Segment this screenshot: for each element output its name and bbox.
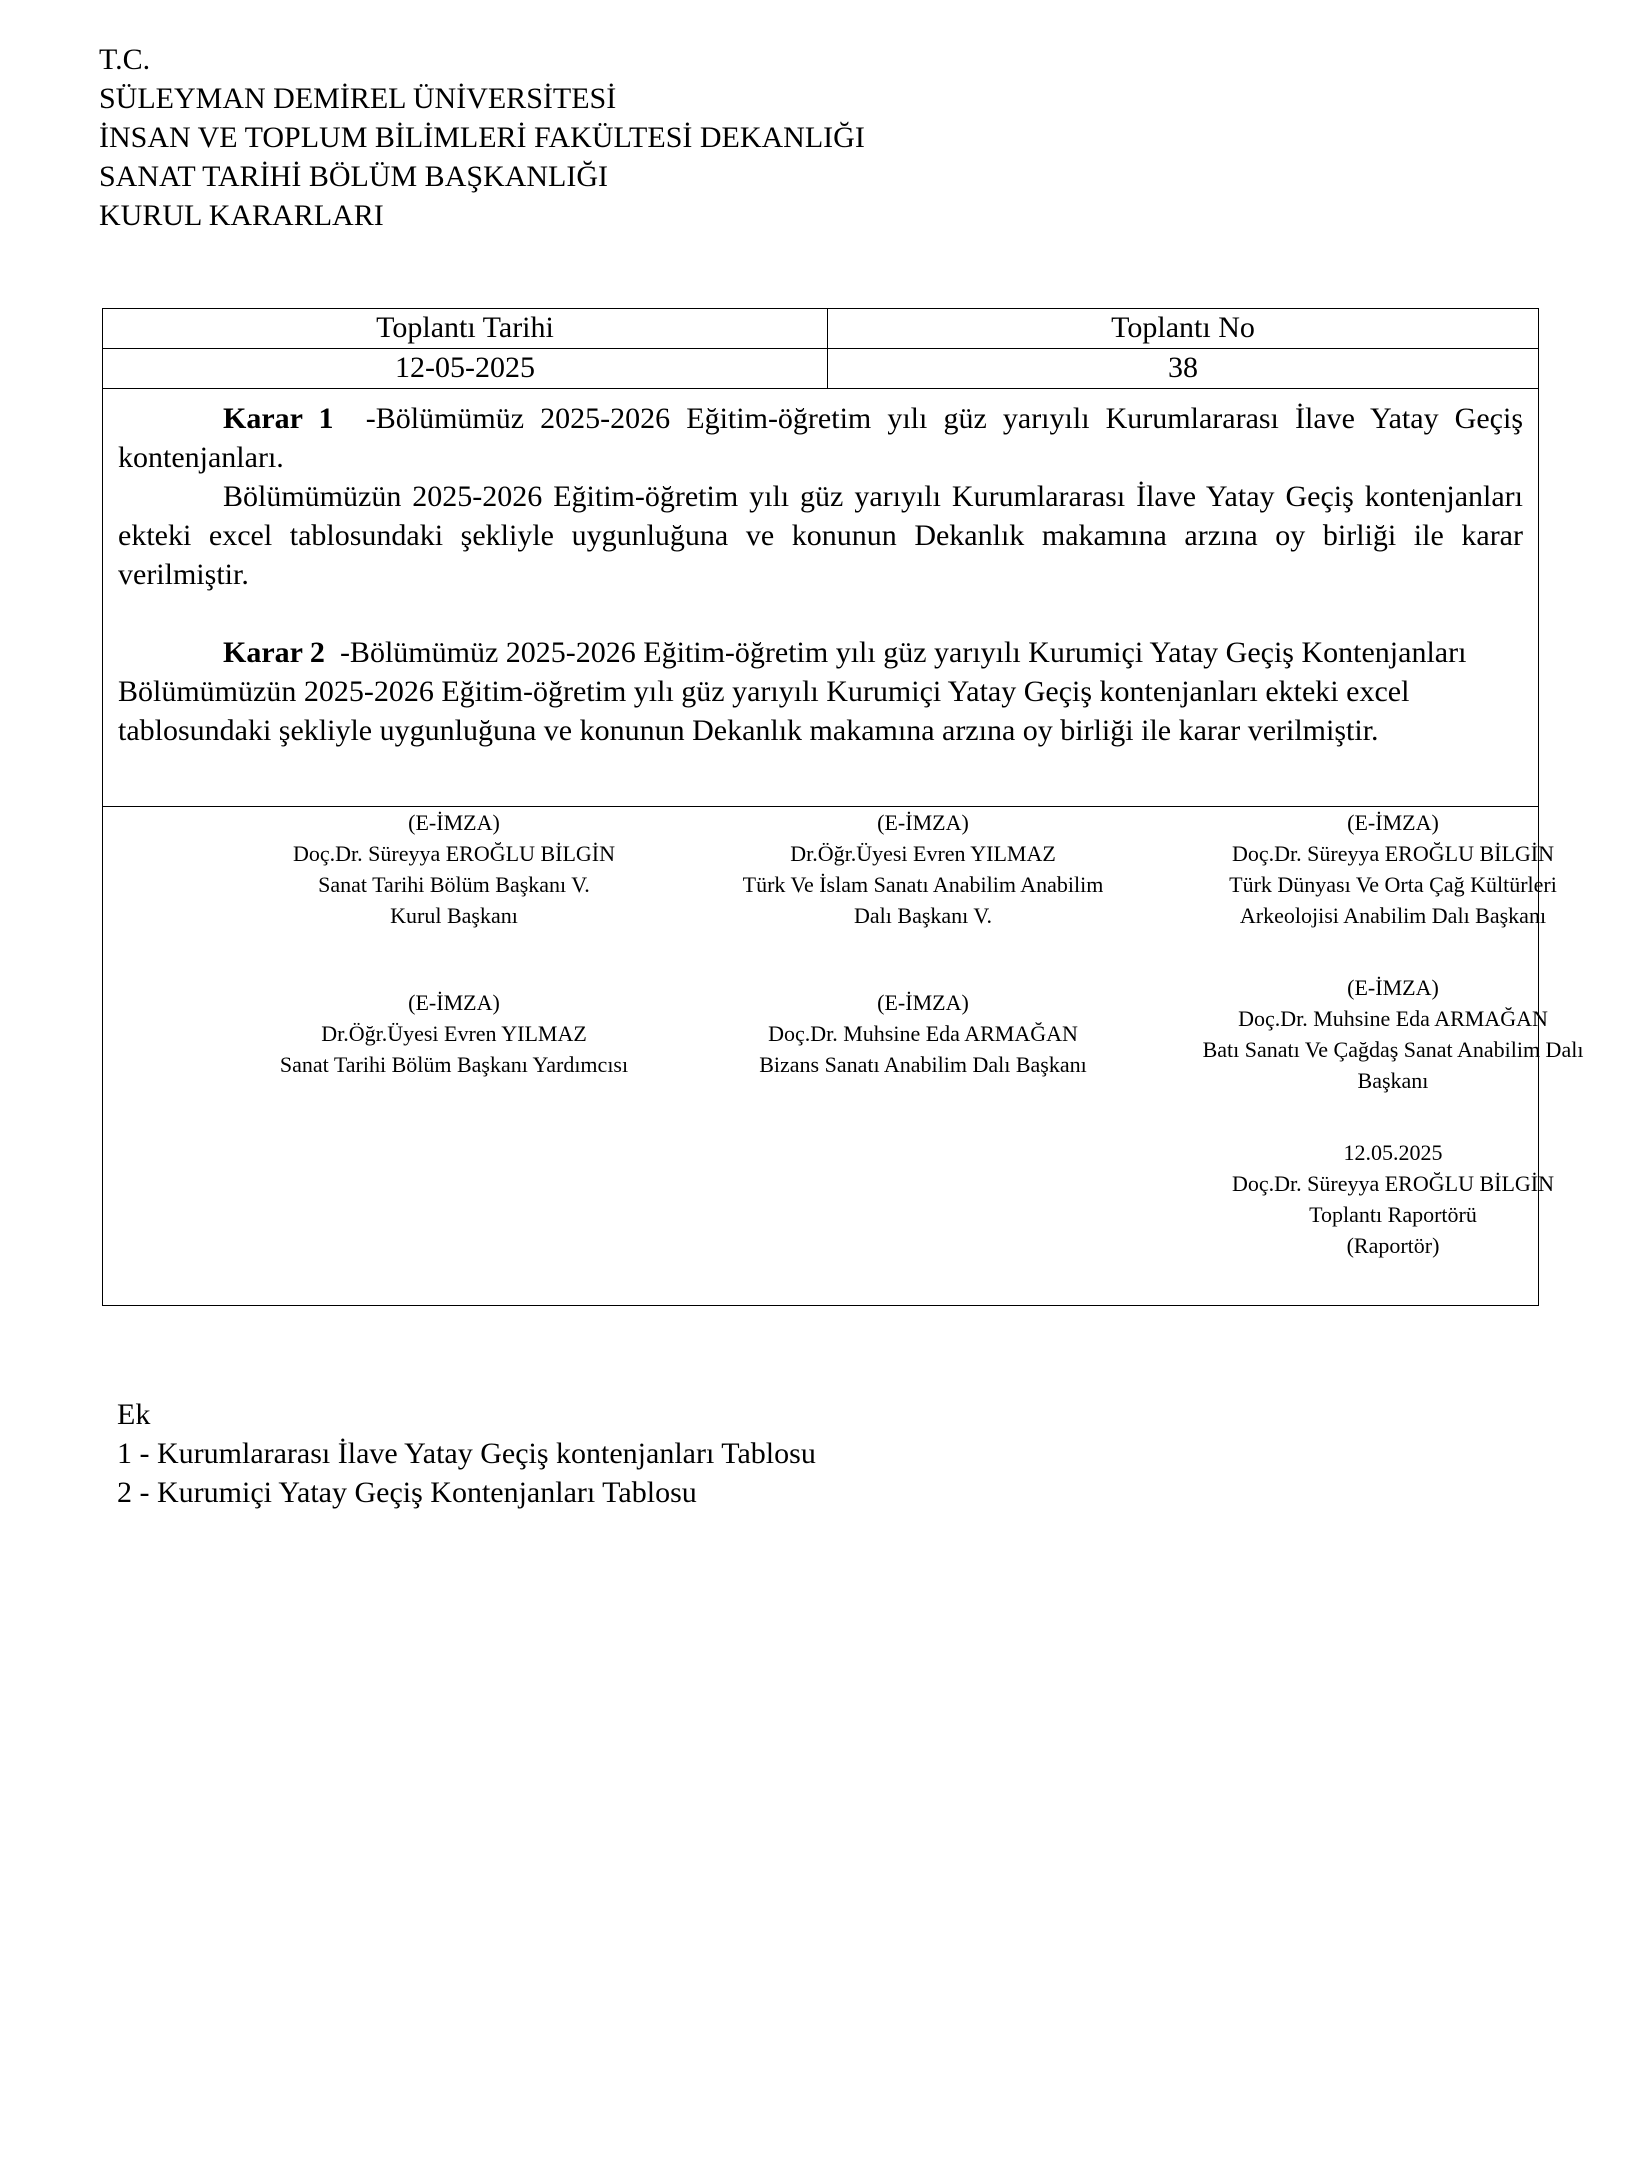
signatory-title: Kurul Başkanı [390,903,518,928]
signatory-title: Sanat Tarihi Bölüm Başkanı V. [318,872,590,897]
decision-1-subject: -Bölümümüz 2025-2026 Eğitim-öğretim yılı güz yarıyılı Kurumlararası İlave Yatay Geçiş kontenjanları. [118,402,1523,474]
header-line-tc: T.C. [99,43,151,76]
signatory-title: Batı Sanatı Ve Çağdaş Sanat Anabilim Dalı [1202,1037,1584,1062]
decisions-section [103,389,1538,807]
decision-table [102,308,1584,1306]
e-signature-mark: (E-İMZA) [408,990,500,1015]
signatory-name: Dr.Öğr.Üyesi Evren YILMAZ [790,841,1056,866]
reporter-name: Doç.Dr. Süreyya EROĞLU BİLGİN [1232,1171,1554,1196]
signatory-title: Bizans Sanatı Anabilim Dalı Başkanı [759,1052,1087,1077]
e-signature-mark: (E-İMZA) [877,990,969,1015]
header-line-university: SÜLEYMAN DEMİREL ÜNİVERSİTESİ [99,82,617,115]
e-signature-mark: (E-İMZA) [408,810,500,835]
attachment-item: 1 - Kurumlararası İlave Yatay Geçiş kontenjanları Tablosu [117,1437,816,1470]
e-signature-mark: (E-İMZA) [877,810,969,835]
reporter-block [1163,1137,1623,1261]
header-line-department: SANAT TARİHİ BÖLÜM BAŞKANLIĞI [99,160,609,193]
meeting-date-value: 12-05-2025 [103,349,828,388]
attachments-section [117,1395,816,1512]
meeting-date-label: Toplantı Tarihi [103,309,828,348]
signatory-name: Doç.Dr. Süreyya EROĞLU BİLGİN [1232,841,1554,866]
signature-block [224,987,684,1080]
signatory-title: Sanat Tarihi Bölüm Başkanı Yardımcısı [279,1052,629,1077]
signatory-title: Başkanı [1357,1068,1429,1093]
meeting-value-row [103,349,1538,389]
signatory-name: Doç.Dr. Muhsine Eda ARMAĞAN [1238,1006,1548,1031]
decision-2-title: Karar 2 [223,636,325,669]
header-line-faculty: İNSAN VE TOPLUM BİLİMLERİ FAKÜLTESİ DEKANLIĞI [99,121,865,154]
signatory-title: Dalı Başkanı V. [854,903,992,928]
signature-block [693,807,1153,931]
signature-block [1163,972,1623,1096]
signatory-name: Doç.Dr. Muhsine Eda ARMAĞAN [768,1021,1078,1046]
signature-block [224,807,684,931]
reporter-date: 12.05.2025 [1343,1140,1443,1165]
reporter-role: Toplantı Raportörü [1309,1202,1477,1227]
decision-2-heading [118,633,1523,672]
e-signature-mark: (E-İMZA) [1347,975,1439,1000]
signatory-name: Dr.Öğr.Üyesi Evren YILMAZ [321,1021,587,1046]
meeting-header-row [103,309,1538,349]
decision-1-title: Karar 1 [223,402,334,435]
meeting-no-label: Toplantı No [1111,311,1255,344]
reporter-role-secondary: (Raportör) [1346,1233,1440,1258]
signatory-title: Türk Ve İslam Sanatı Anabilim Anabilim [742,872,1104,897]
signatures-section [103,807,1584,1305]
decision-1-heading [118,399,1523,477]
attachment-item: 2 - Kurumiçi Yatay Geçiş Kontenjanları Tablosu [117,1476,697,1509]
signature-block [1163,807,1623,931]
signature-block [693,987,1153,1080]
signatory-name: Doç.Dr. Süreyya EROĞLU BİLGİN [293,841,615,866]
meeting-no-value: 38 [1168,351,1198,384]
decision-2-subject: -Bölümümüz 2025-2026 Eğitim-öğretim yılı güz yarıyılı Kurumiçi Yatay Geçiş Kontenjanları [339,636,1467,669]
attachments-label: Ek [117,1398,151,1431]
signatory-title: Türk Dünyası Ve Orta Çağ Kültürleri [1229,872,1557,897]
document-header [99,40,865,235]
decision-1-body: Bölümümüzün 2025-2026 Eğitim-öğretim yılı güz yarıyılı Kurumlararası İlave Yatay Geçiş kontenjanları ekteki excel tablosundaki şekliyle uygunluğuna ve konunun Dekanlık makamına arzına oy birliği ile karar verilmiştir. [118,480,1523,591]
e-signature-mark: (E-İMZA) [1347,810,1439,835]
signatory-title: Arkeolojisi Anabilim Dalı Başkanı [1239,903,1547,928]
decision-2-body: Bölümümüzün 2025-2026 Eğitim-öğretim yılı güz yarıyılı Kurumiçi Yatay Geçiş kontenjanları ekteki excel tablosundaki şekliyle uygunluğuna ve konunun Dekanlık makamına arzına oy birliği ile karar verilmiştir. [118,675,1410,747]
header-line-board: KURUL KARARLARI [99,199,384,232]
